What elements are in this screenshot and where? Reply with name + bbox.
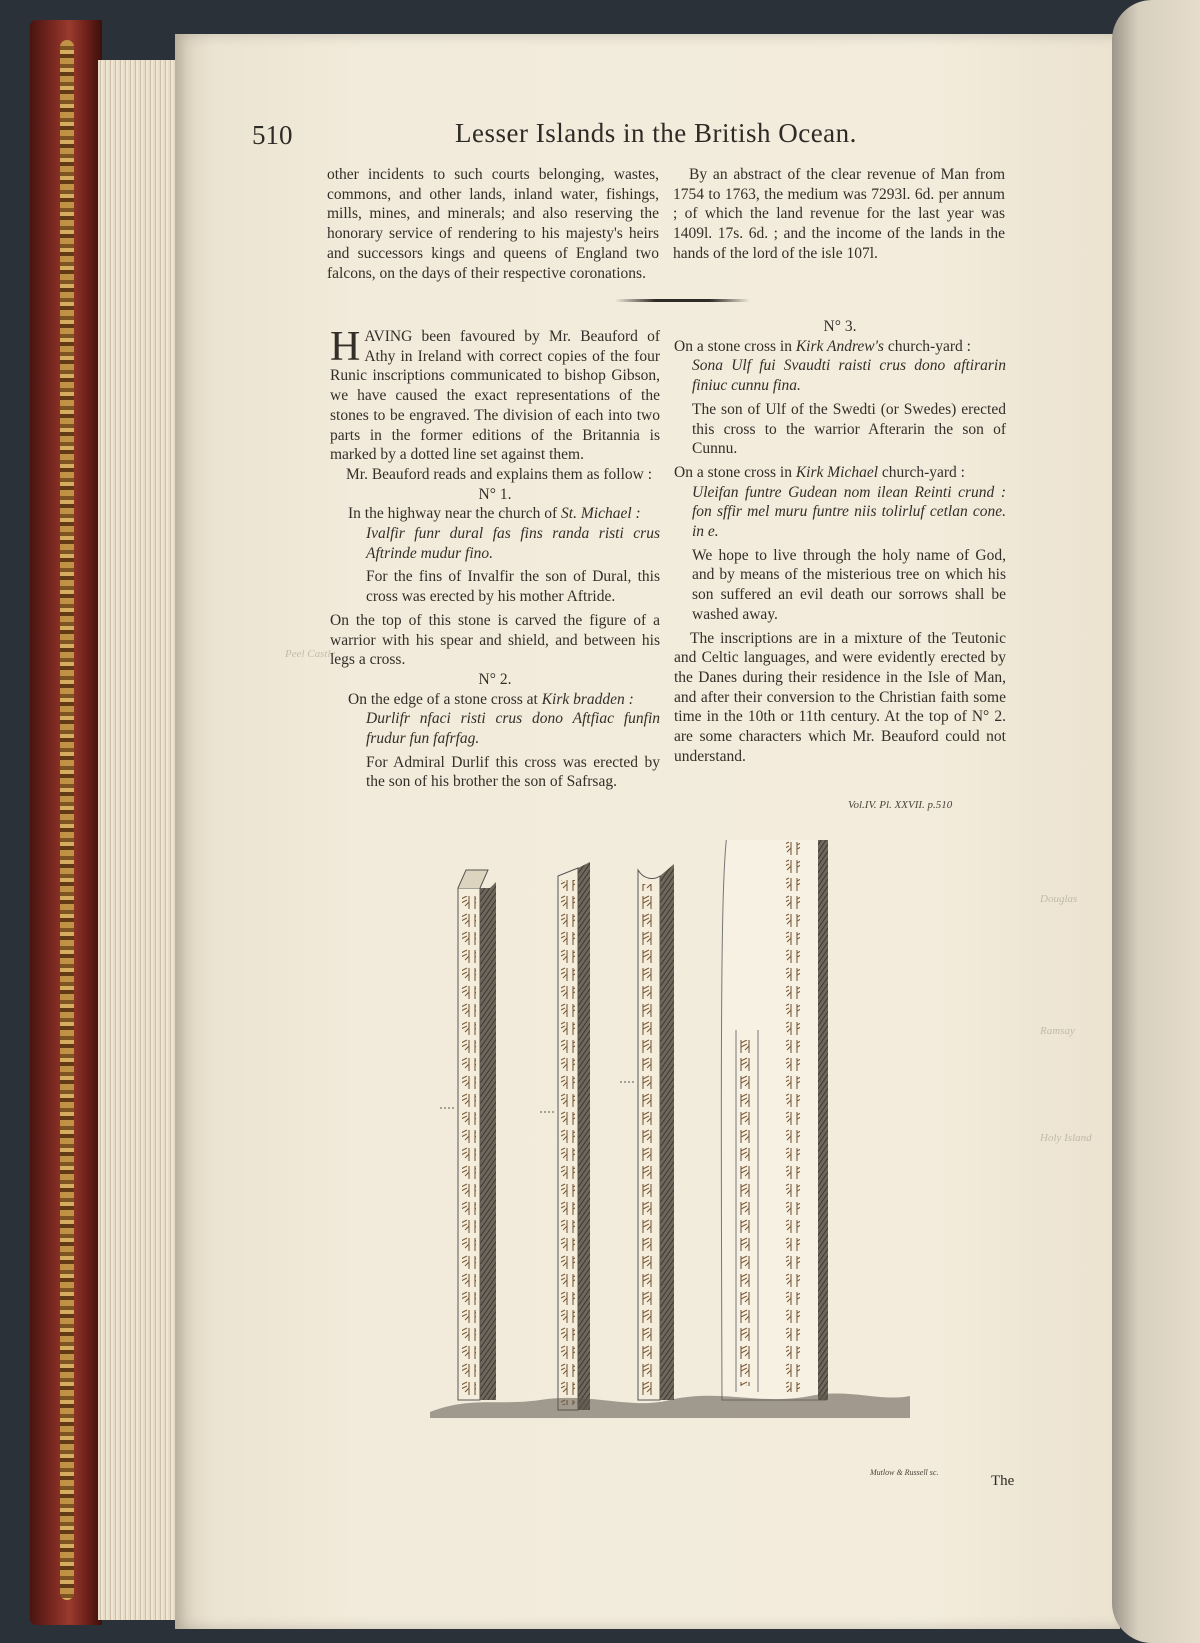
- bleed-through-note: Peel Castle: [285, 648, 336, 660]
- bleed-through-note: Holy Island: [1040, 1132, 1092, 1144]
- no1-runic: Ivalfir funr dural fas fins randa risti crus Aftrinde mudur fino.: [366, 525, 660, 562]
- left-column-top: [327, 165, 659, 283]
- runic-stone-2: [540, 862, 590, 1410]
- no1-note: On the top of this stone is carved the figure of a warrior with his spear and shield, and between his legs a cross.: [330, 611, 660, 669]
- no2-translation: For Admiral Durlif this cross was erected by the son of his brother the son of Safrsag.: [366, 753, 660, 791]
- running-title: Lesser Islands in the British Ocean.: [455, 118, 857, 148]
- facing-page: [1112, 0, 1200, 1643]
- revenue-paragraph: By an abstract of the clear revenue of Man from 1754 to 1763, the medium was 7293l. 6d. per annum ; of which the land revenue for the last year was 1409l. 17s. 6d. ; and the income of the lands in the hands of the lord of the isle 107l.: [673, 166, 1005, 262]
- bleed-through-note: Ramsay: [1040, 1025, 1075, 1037]
- section-divider: [615, 299, 750, 302]
- no3-location: On a stone cross in Kirk Andrew's church-yard :: [674, 337, 971, 355]
- engraver-credit: Mutlow & Russell sc.: [870, 1468, 939, 1477]
- no1-translation: For the fins of Invalfir the son of Dural, this cross was erected by his mother Aftride.: [366, 568, 660, 606]
- page-number: 510: [252, 120, 293, 150]
- no4-translation: We hope to live through the holy name of God, and by means of the misterious tree on which his son suffered an evil death our sorrows shall be washed away.: [692, 546, 1006, 623]
- no2-location: On the edge of a stone cross at Kirk bradden :: [348, 690, 634, 708]
- reads-line: Mr. Beauford reads and explains them as follow :: [346, 465, 653, 483]
- no1-location: In the highway near the church of St. Michael :: [348, 505, 641, 523]
- runic-stones-engraving: [430, 840, 920, 1450]
- catchword: The: [991, 1473, 1015, 1489]
- gilt-tooling: [60, 40, 74, 1600]
- no1-heading: N° 1.: [478, 485, 512, 503]
- no2-runic: Durlifr nfaci risti crus dono Aftfiac funfin frudur fun fafrfag.: [366, 710, 660, 748]
- continuation-paragraph: other incidents to such courts belonging, wastes, commons, and other lands, inland water, fishings, mills, mines, and minerals; and also reserving the honorary service of rendering to his majesty's heirs and successors kings and queens of England two falcons, on the days of their respective coronations.: [327, 166, 659, 282]
- runic-stone-3: [620, 864, 674, 1400]
- bleed-through-note: Douglas: [1040, 893, 1078, 905]
- left-column-main: [330, 324, 660, 792]
- runic-stone-1: [440, 870, 496, 1400]
- right-column-main: [674, 317, 1006, 766]
- plate-reference: Vol.IV. Pl. XXVII. p.510: [848, 799, 953, 811]
- no2-heading: N° 2.: [478, 670, 512, 688]
- runic-stone-4: [721, 840, 828, 1400]
- conclusion-paragraph: The inscriptions are in a mixture of the Teutonic and Celtic languages, and were evidently erected by the Danes during their residence in the Isle of Man, and after their conversion to the Christian faith some time in the 10th or 11th century. At the top of N° 2. are some characters which Mr. Beauford could not understand.: [674, 629, 1006, 765]
- no4-location: On a stone cross in Kirk Michael church-yard :: [674, 463, 965, 481]
- right-column-top: [673, 165, 1005, 264]
- no4-runic: Uleifan funtre Gudean nom ilean Reinti crund : fon sffir mel muru funtre niis tolirluf cetlan cone. in e.: [692, 483, 1006, 541]
- no3-runic: Sona Ulf fui Svaudti raisti crus dono aftirarin finiuc cunnu fina.: [692, 357, 1006, 395]
- intro-paragraph: HAVING been favoured by Mr. Beauford of Athy in Ireland with correct copies of the four Runic inscriptions communicated to bishop Gibson, we have caused the exact representations of the stones to be engraved. The division of each into two parts in the former editions of the Britannia is marked by a dotted line set against them.: [330, 324, 660, 464]
- page-edges: [98, 60, 180, 1620]
- drop-cap: H: [330, 324, 361, 370]
- book-spine: [30, 20, 102, 1625]
- no3-translation: The son of Ulf of the Swedti (or Swedes) erected this cross to the warrior Afterarin the son of Cunnu.: [692, 400, 1006, 458]
- no3-heading: N° 3.: [823, 318, 857, 335]
